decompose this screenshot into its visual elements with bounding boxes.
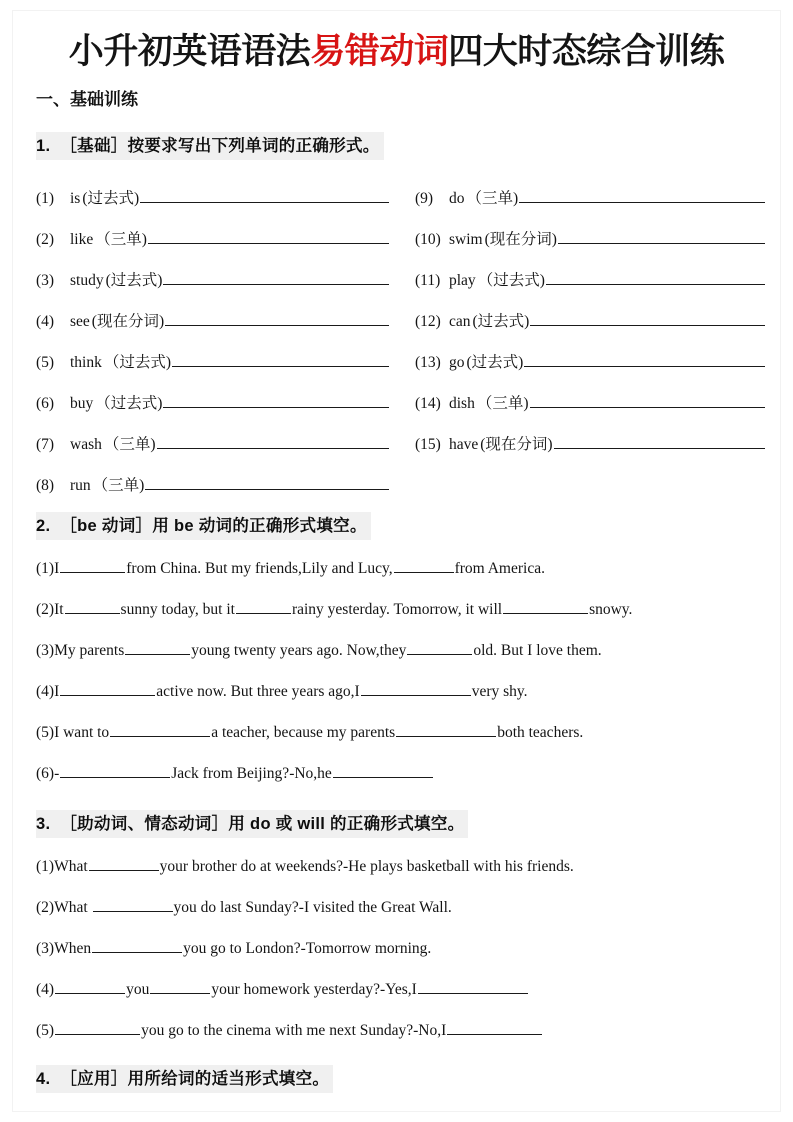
word-item-word: play — [449, 272, 476, 289]
word-item-form: (过去式) — [466, 354, 524, 371]
question-text: active now. But three years ago,I — [156, 683, 360, 700]
word-item-word: dish — [449, 395, 475, 412]
word-item-index: (12) — [415, 313, 441, 330]
page-title-part-1: 小升初英语语法 — [68, 32, 311, 71]
answer-blank[interactable] — [163, 271, 389, 285]
fill-question — [36, 1010, 775, 1051]
fill-question — [36, 846, 775, 887]
fill-question — [36, 671, 775, 712]
word-item-index: (5) — [36, 354, 55, 371]
exercise-3-heading — [36, 810, 468, 838]
question-text: old. But I love them. — [473, 642, 602, 659]
question-text: you — [126, 981, 150, 998]
grid-spacer — [415, 465, 771, 506]
exercise-4-title: ［应用］用所给词的适当形式填空。 — [60, 1070, 330, 1088]
question-index: (3) — [36, 642, 55, 659]
word-item-word: run — [70, 477, 91, 494]
word-item-index: (8) — [36, 477, 55, 494]
answer-blank[interactable] — [145, 476, 389, 490]
word-item-form: (过去式) — [472, 313, 530, 330]
question-text: When — [54, 940, 92, 957]
exercise-1-number: 1. — [36, 137, 51, 155]
exercise-2-title: ［be 动词］用 be 动词的正确形式填空。 — [60, 517, 367, 535]
question-index: (1) — [36, 858, 55, 875]
word-item-form: （三单) — [476, 395, 529, 412]
word-item-index: (14) — [415, 395, 441, 412]
word-item-index: (6) — [36, 395, 55, 412]
fill-question — [36, 969, 775, 1010]
question-text: I — [54, 560, 60, 577]
word-item — [36, 465, 415, 506]
exercise-3-number: 3. — [36, 815, 51, 833]
word-item-word: like — [70, 231, 94, 248]
answer-blank[interactable] — [396, 724, 496, 737]
exercise-1-word-grid — [0, 178, 793, 506]
word-item-word: think — [70, 354, 102, 371]
fill-question — [36, 548, 775, 589]
word-item-form: （过去式) — [103, 354, 172, 371]
part-heading: 一、基础训练 — [36, 90, 138, 109]
answer-blank[interactable] — [92, 940, 182, 953]
question-text: your homework yesterday?-Yes,I — [211, 981, 417, 998]
question-index: (6)- — [36, 765, 60, 782]
fill-question — [36, 753, 775, 794]
question-index: (5) — [36, 1022, 55, 1039]
answer-blank[interactable] — [546, 271, 765, 285]
page-title-part-3: 四大时态综合训练 — [448, 32, 725, 71]
question-text: your brother do at weekends?-He plays basketball with his friends. — [159, 858, 574, 875]
exercise-2-number: 2. — [36, 517, 51, 535]
exercise-3-section — [0, 810, 793, 838]
question-text: you do last Sunday?-I visited the Great Wall. — [173, 899, 452, 916]
answer-blank[interactable] — [140, 189, 389, 203]
answer-blank[interactable] — [361, 683, 471, 696]
answer-blank[interactable] — [530, 394, 765, 408]
question-index: (1) — [36, 560, 55, 577]
fill-question — [36, 928, 775, 969]
question-text: from America. — [454, 560, 545, 577]
word-item-index: (3) — [36, 272, 55, 289]
answer-blank[interactable] — [519, 189, 765, 203]
exercise-3-title: ［助动词、情态动词］用 do 或 will 的正确形式填空。 — [60, 815, 465, 833]
word-item-index: (10) — [415, 231, 441, 248]
word-item — [36, 342, 415, 383]
word-item-form: （三单) — [92, 477, 145, 494]
fill-question — [36, 589, 775, 630]
word-item-form: （过去式) — [477, 272, 545, 289]
word-item — [415, 383, 771, 424]
word-item-index: (11) — [415, 272, 441, 289]
answer-blank[interactable] — [333, 765, 433, 778]
fill-question — [36, 712, 775, 753]
answer-blank[interactable] — [89, 858, 159, 871]
question-text: What — [54, 858, 88, 875]
exercise-4-number: 4. — [36, 1070, 51, 1088]
word-item-index: (4) — [36, 313, 55, 330]
answer-blank[interactable] — [93, 899, 173, 912]
word-item-word: go — [449, 354, 465, 371]
word-item — [36, 383, 415, 424]
answer-blank[interactable] — [503, 601, 588, 614]
exercise-2-questions — [0, 548, 793, 794]
word-item — [415, 260, 771, 301]
answer-blank[interactable] — [148, 230, 389, 244]
answer-blank[interactable] — [558, 230, 765, 244]
word-item-form: （三单) — [95, 231, 147, 248]
answer-blank[interactable] — [65, 601, 120, 614]
answer-blank[interactable] — [55, 981, 125, 994]
answer-blank[interactable] — [407, 642, 472, 655]
question-text: It — [54, 601, 64, 618]
word-item-form: （三单) — [103, 436, 156, 453]
answer-blank[interactable] — [163, 394, 389, 408]
question-text: My parents — [54, 642, 125, 659]
answer-blank[interactable] — [60, 683, 155, 696]
word-item — [36, 301, 415, 342]
word-item-form: (过去式) — [105, 272, 163, 289]
page-title-highlight: 易错动词 — [310, 32, 449, 71]
question-text: Jack from Beijing?-No,he — [171, 765, 332, 782]
fill-question — [36, 887, 775, 928]
word-item-index: (1) — [36, 190, 55, 207]
question-index: (2) — [36, 601, 55, 618]
exercise-1-heading — [36, 132, 384, 160]
word-item-word: have — [449, 436, 479, 453]
answer-blank[interactable] — [236, 601, 291, 614]
question-text: you go to the cinema with me next Sunday?-No,I — [141, 1022, 447, 1039]
word-item — [415, 219, 771, 260]
question-index: (3) — [36, 940, 55, 957]
word-item-word: is — [70, 190, 81, 207]
question-text: rainy yesterday. Tomorrow, it will — [291, 601, 503, 618]
word-item — [415, 178, 771, 219]
question-text: both teachers. — [497, 724, 584, 741]
word-item-word: can — [449, 313, 471, 330]
word-item-form: （过去式) — [95, 395, 163, 412]
question-index: (5) — [36, 724, 55, 741]
word-item-word: swim — [449, 231, 483, 248]
exercise-2-heading — [36, 512, 371, 540]
question-index: (4) — [36, 683, 55, 700]
fill-question — [36, 630, 775, 671]
word-item-word: buy — [70, 395, 94, 412]
answer-blank[interactable] — [157, 435, 389, 449]
answer-blank[interactable] — [60, 765, 170, 778]
answer-blank[interactable] — [55, 1022, 140, 1035]
word-item — [415, 424, 771, 465]
word-item — [36, 219, 415, 260]
answer-blank[interactable] — [524, 353, 765, 367]
exercise-4-heading — [36, 1065, 333, 1093]
answer-blank[interactable] — [60, 560, 125, 573]
answer-blank[interactable] — [110, 724, 210, 737]
word-item-index: (13) — [415, 354, 441, 371]
word-item-form: (现在分词) — [480, 436, 553, 453]
word-item-word: see — [70, 313, 90, 330]
question-text: sunny today, but it — [120, 601, 235, 618]
word-item-index: (15) — [415, 436, 441, 453]
word-item-form: (现在分词) — [484, 231, 557, 248]
word-item-form: （三单) — [466, 190, 519, 207]
word-item — [415, 301, 771, 342]
exercise-1-title: ［基础］按要求写出下列单词的正确形式。 — [60, 137, 380, 155]
question-text: you go to London?-Tomorrow morning. — [183, 940, 432, 957]
answer-blank[interactable] — [172, 353, 389, 367]
exercise-3-questions — [0, 846, 793, 1051]
word-item-word: study — [70, 272, 104, 289]
word-item — [36, 260, 415, 301]
answer-blank[interactable] — [530, 312, 765, 326]
answer-blank[interactable] — [447, 1022, 542, 1035]
word-item — [36, 178, 415, 219]
word-item-index: (9) — [415, 190, 434, 207]
question-text: I — [54, 683, 60, 700]
answer-blank[interactable] — [554, 435, 765, 449]
word-item-index: (7) — [36, 436, 55, 453]
exercise-4-section — [0, 1065, 793, 1093]
word-item-form: (过去式) — [82, 190, 140, 207]
page-title — [0, 0, 793, 74]
question-text: very shy. — [471, 683, 528, 700]
word-item-index: (2) — [36, 231, 55, 248]
question-text: I want to — [54, 724, 110, 741]
word-item-form: (现在分词) — [91, 313, 165, 330]
question-text: What — [54, 899, 92, 916]
question-text: snowy. — [589, 601, 633, 618]
answer-blank[interactable] — [125, 642, 190, 655]
question-text: from China. But my friends,Lily and Lucy, — [126, 560, 393, 577]
answer-blank[interactable] — [394, 560, 454, 573]
exercise-2-section — [0, 512, 793, 540]
answer-blank[interactable] — [150, 981, 210, 994]
answer-blank[interactable] — [165, 312, 389, 326]
question-index: (4) — [36, 981, 55, 998]
word-item-word: wash — [70, 436, 102, 453]
word-item — [36, 424, 415, 465]
question-text: a teacher, because my parents — [211, 724, 396, 741]
word-item — [415, 342, 771, 383]
answer-blank[interactable] — [418, 981, 528, 994]
question-index: (2) — [36, 899, 55, 916]
question-text: young twenty years ago. Now,they — [191, 642, 407, 659]
word-item-word: do — [449, 190, 465, 207]
exercise-1-section — [0, 132, 793, 160]
